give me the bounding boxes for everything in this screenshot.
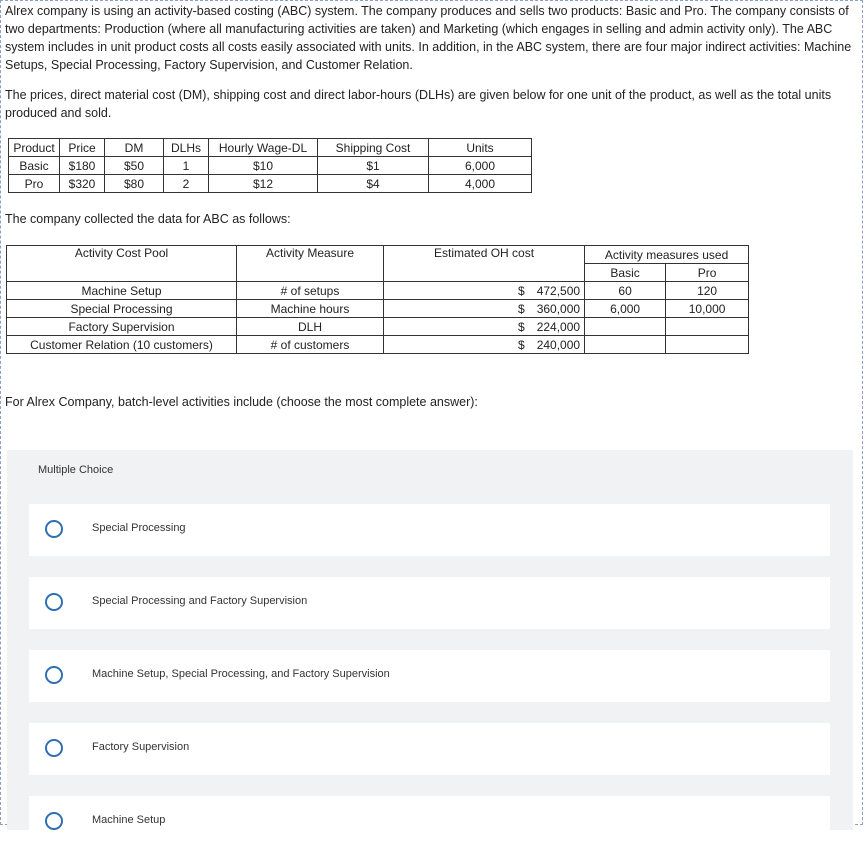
table-cell: $180	[60, 157, 105, 175]
header-cell: Units	[429, 139, 532, 157]
radio-button[interactable]	[45, 812, 63, 830]
header-cell: Estimated OH cost	[384, 246, 585, 282]
table-cell: $12	[209, 175, 318, 193]
table-cell: $ 240,000	[384, 336, 585, 354]
table-cell	[585, 336, 666, 354]
table-cell: $4	[318, 175, 429, 193]
table-row	[7, 318, 749, 336]
choice-label: Special Processing and Factory Supervision	[92, 595, 308, 607]
header-cell: DM	[105, 139, 164, 157]
multiple-choice-label: Multiple Choice	[38, 464, 114, 476]
header-cell: Activity Cost Pool	[7, 246, 237, 282]
table-cell: Machine hours	[237, 300, 384, 318]
choice-option[interactable]	[29, 723, 830, 775]
table-cell: $320	[60, 175, 105, 193]
table-cell: Special Processing	[7, 300, 237, 318]
table-cell	[585, 318, 666, 336]
table-cell: Pro	[9, 175, 60, 193]
choice-label: Factory Supervision	[92, 741, 190, 753]
table-cell: $10	[209, 157, 318, 175]
product-description: The prices, direct material cost (DM), shipping cost and direct labor-hours (DLHs) are given below for one unit of the product, as well as the total units produced and sold.	[5, 88, 832, 120]
question-text: For Alrex Company, batch-level activities include (choose the most complete answer):	[5, 395, 478, 409]
radio-button[interactable]	[45, 666, 63, 684]
abc-table	[6, 245, 749, 354]
table-cell: 1	[164, 157, 209, 175]
radio-button[interactable]	[45, 593, 63, 611]
table-cell: $ 224,000	[384, 318, 585, 336]
header-cell: Activity measures used	[585, 246, 749, 264]
table-cell: $50	[105, 157, 164, 175]
table-row	[7, 336, 749, 354]
header-cell: Activity Measure	[237, 246, 384, 282]
abc-intro: The company collected the data for ABC as follows:	[5, 212, 291, 226]
table-cell: Factory Supervision	[7, 318, 237, 336]
table-cell: 4,000	[429, 175, 532, 193]
table-cell: 10,000	[666, 300, 749, 318]
table-cell: $80	[105, 175, 164, 193]
table-cell: # of customers	[237, 336, 384, 354]
header-cell: Price	[60, 139, 105, 157]
intro-paragraph: Alrex company is using an activity-based costing (ABC) system. The company produces and sells two products: Basic and Pro. The company consists of two departments: Production (where all manufacturing activities are taken) and Marketing (which engages in selling and admin activity only). The ABC system includes in unit product costs all costs easily associated with units. In addition, in the ABC system, there are four major indirect activities: Machine Setups, Special Processing, Factory Supervision, and Customer Relation.	[5, 4, 852, 72]
choice-label: Special Processing	[92, 522, 186, 534]
header-cell: Basic	[585, 264, 666, 282]
header-cell: Shipping Cost	[318, 139, 429, 157]
table-row	[7, 282, 749, 300]
choice-option[interactable]	[29, 577, 830, 629]
table-cell	[666, 336, 749, 354]
table-cell: 6,000	[429, 157, 532, 175]
radio-button[interactable]	[45, 520, 63, 538]
choice-option[interactable]	[29, 796, 830, 848]
header-cell: Hourly Wage-DL	[209, 139, 318, 157]
choice-label: Machine Setup	[92, 814, 166, 826]
table-cell: $1	[318, 157, 429, 175]
table-cell: 2	[164, 175, 209, 193]
choice-option[interactable]	[29, 504, 830, 556]
table-cell: 6,000	[585, 300, 666, 318]
header-cell: DLHs	[164, 139, 209, 157]
table-cell: 60	[585, 282, 666, 300]
choice-option[interactable]	[29, 650, 830, 702]
product-table	[8, 138, 532, 193]
header-cell: Product	[9, 139, 60, 157]
table-cell: Machine Setup	[7, 282, 237, 300]
table-cell: $ 472,500	[384, 282, 585, 300]
choice-label: Machine Setup, Special Processing, and Factory Supervision	[92, 668, 390, 680]
table-cell: Customer Relation (10 customers)	[7, 336, 237, 354]
table-row	[9, 157, 532, 175]
table-cell: Basic	[9, 157, 60, 175]
table-row	[9, 175, 532, 193]
header-cell: Pro	[666, 264, 749, 282]
table-cell: # of setups	[237, 282, 384, 300]
table-row	[7, 300, 749, 318]
table-header-row	[9, 139, 532, 157]
table-header-row	[7, 246, 749, 264]
multiple-choice-panel	[7, 450, 853, 830]
table-cell: $ 360,000	[384, 300, 585, 318]
radio-button[interactable]	[45, 739, 63, 757]
table-cell: DLH	[237, 318, 384, 336]
table-cell: 120	[666, 282, 749, 300]
table-cell	[666, 318, 749, 336]
